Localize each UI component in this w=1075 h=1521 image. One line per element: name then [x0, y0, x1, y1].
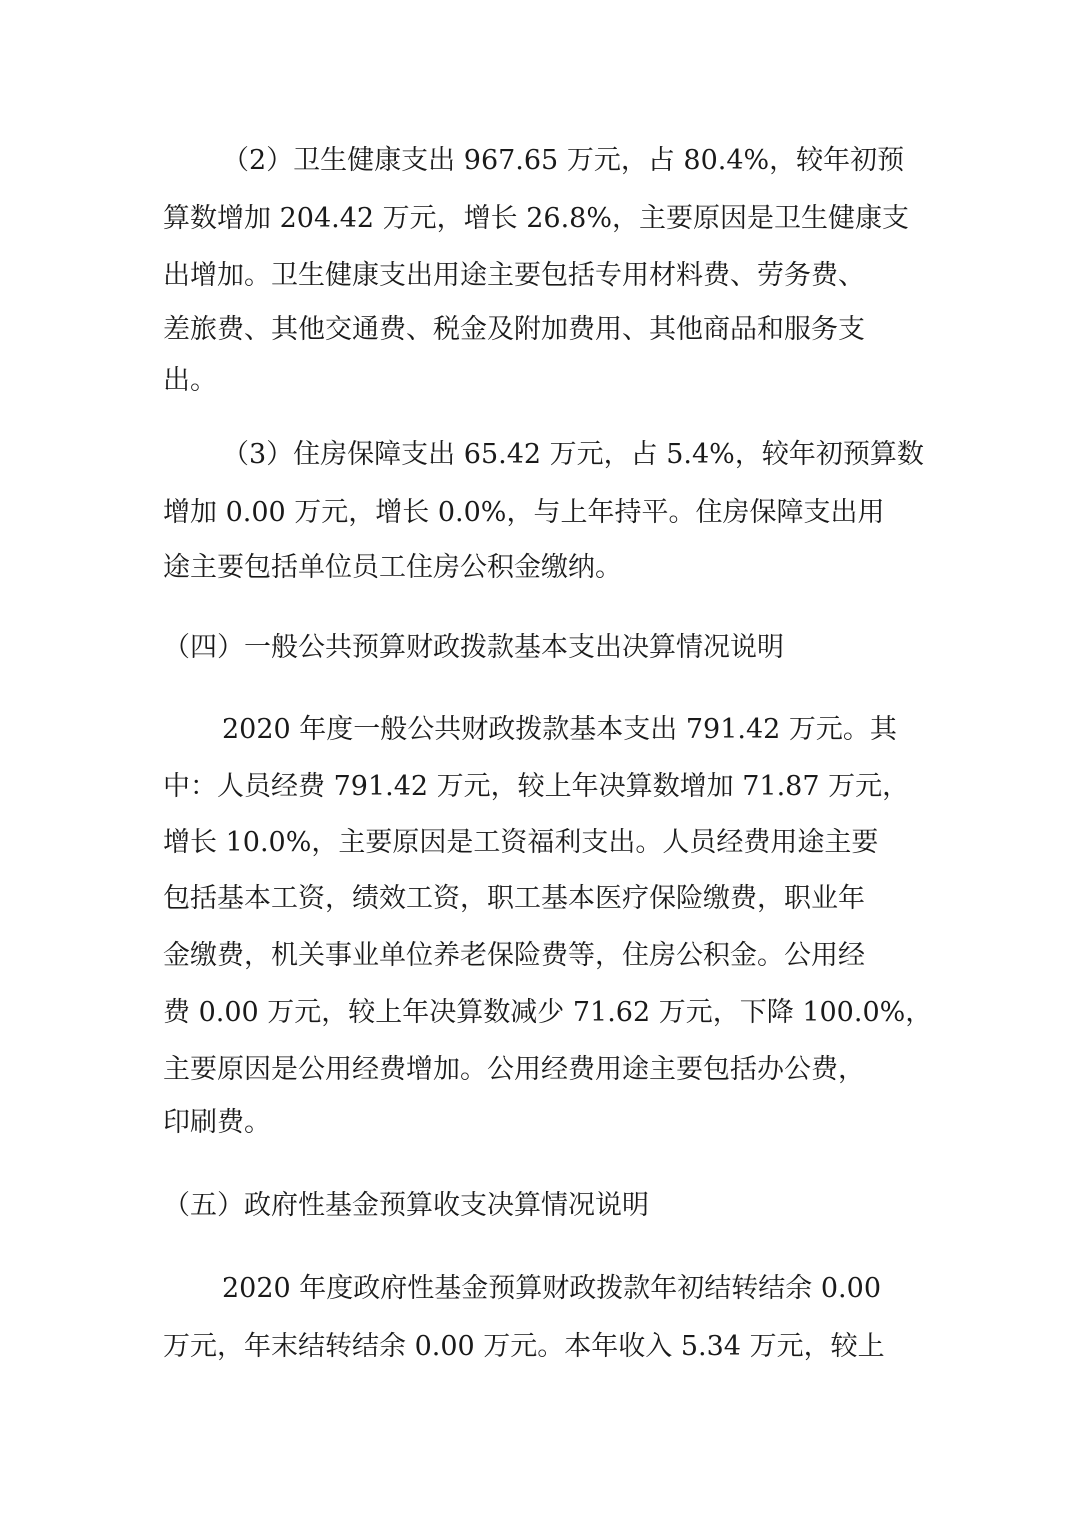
text-line: 印刷费。	[163, 1107, 271, 1138]
text-line: 出。	[163, 365, 217, 396]
section-heading-5: （五）政府性基金预算收支决算情况说明	[163, 1190, 649, 1221]
text-line: 出增加。卫生健康支出用途主要包括专用材料费、劳务费、	[163, 260, 865, 291]
text-line: 包括基本工资，绩效工资，职工基本医疗保险缴费，职业年	[163, 883, 865, 914]
text-line: 增长 10.0%，主要原因是工资福利支出。人员经费用途主要	[163, 827, 879, 858]
text-line: 2020 年度一般公共财政拨款基本支出 791.42 万元。其	[222, 714, 897, 745]
text-line: 2020 年度政府性基金预算财政拨款年初结转结余 0.00	[222, 1273, 881, 1304]
text-line: 主要原因是公用经费增加。公用经费用途主要包括办公费，	[163, 1054, 865, 1085]
text-line: （2）卫生健康支出 967.65 万元，占 80.4%，较年初预	[222, 145, 905, 176]
text-line: 差旅费、其他交通费、税金及附加费用、其他商品和服务支	[163, 314, 865, 345]
text-line: （3）住房保障支出 65.42 万元，占 5.4%，较年初预算数	[222, 439, 924, 470]
section-heading-4: （四）一般公共预算财政拨款基本支出决算情况说明	[163, 632, 784, 663]
text-line: 算数增加 204.42 万元，增长 26.8%，主要原因是卫生健康支	[163, 203, 909, 234]
text-line: 金缴费，机关事业单位养老保险费等，住房公积金。公用经	[163, 940, 865, 971]
text-line: 中：人员经费 791.42 万元，较上年决算数增加 71.87 万元，	[163, 771, 910, 802]
text-line: 费 0.00 万元，较上年决算数减少 71.62 万元，下降 100.0%，	[163, 997, 933, 1028]
text-line: 万元，年末结转结余 0.00 万元。本年收入 5.34 万元，较上	[163, 1331, 885, 1362]
text-line: 途主要包括单位员工住房公积金缴纳。	[163, 552, 622, 583]
text-line: 增加 0.00 万元，增长 0.0%，与上年持平。住房保障支出用	[163, 497, 885, 528]
